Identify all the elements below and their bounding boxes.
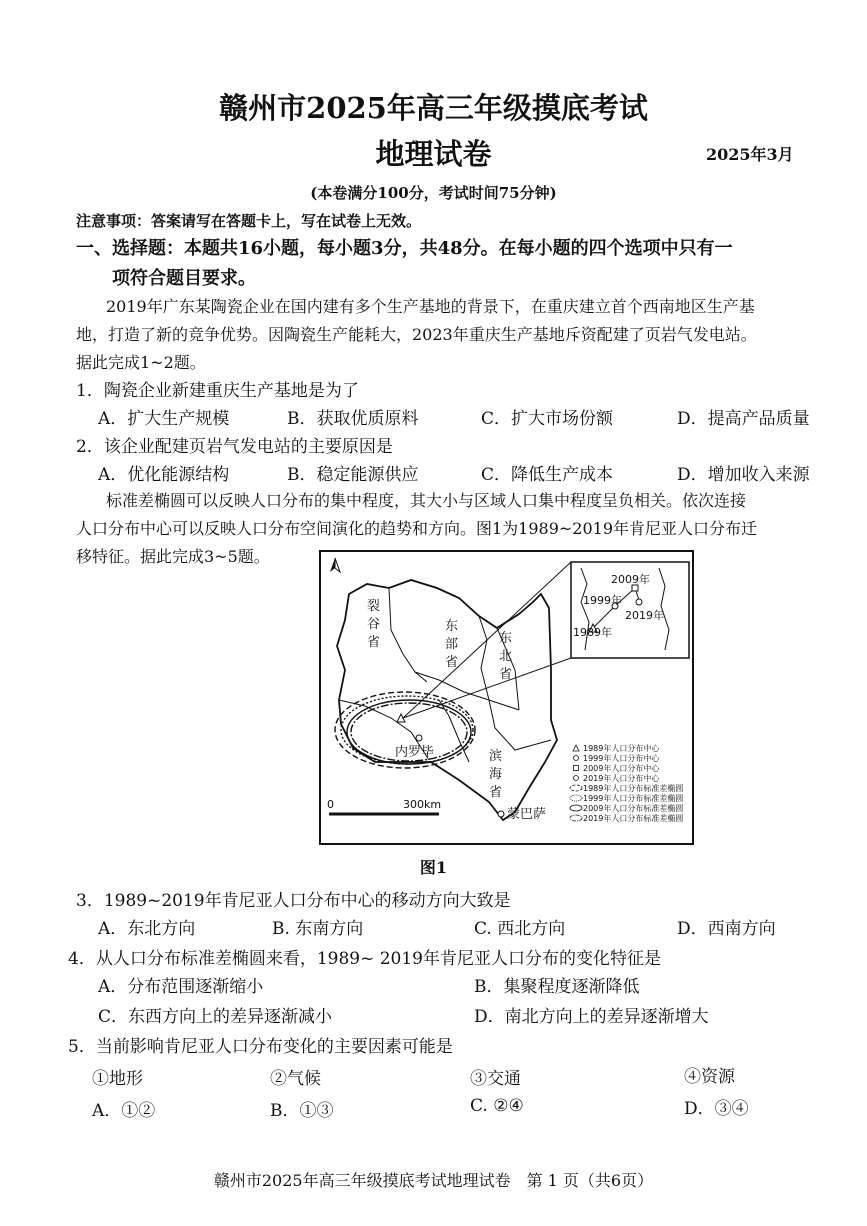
label-coast-3: 省 bbox=[489, 785, 503, 800]
notice: 注意事项：答案请写在答题卡上，写在试卷上无效。 bbox=[76, 212, 422, 230]
q2-option-b[interactable]: B．稳定能源供应 bbox=[287, 465, 419, 485]
q4-option-c[interactable]: C．东西方向上的差异逐渐减小 bbox=[98, 1007, 333, 1027]
label-nairobi: 内罗毕 bbox=[395, 745, 435, 760]
passage1-line3: 据此完成1~2题。 bbox=[76, 353, 206, 372]
q5-stem: 5．当前影响肯尼亚人口分布变化的主要因素可能是 bbox=[68, 1037, 453, 1057]
label-mombasa: 蒙巴萨 bbox=[507, 807, 547, 822]
passage2-line3: 移特征。据此完成3~5题。 bbox=[76, 547, 270, 566]
q2-option-d[interactable]: D．增加收入来源 bbox=[677, 465, 810, 485]
q2-stem: 2．该企业配建页岩气发电站的主要原因是 bbox=[76, 437, 393, 457]
q1-option-a[interactable]: A．扩大生产规模 bbox=[98, 409, 230, 429]
q5-factor-4: ④资源 bbox=[684, 1067, 735, 1087]
mombasa-marker-icon bbox=[498, 811, 504, 817]
svg-text:300km: 300km bbox=[403, 798, 442, 811]
passage1-line1: 2019年广东某陶瓷企业在国内建有多个生产基地的背景下，在重庆建立首个西南地区生产基 bbox=[106, 297, 755, 316]
label-east-2: 部 bbox=[445, 637, 459, 652]
q3-option-a[interactable]: A．东北方向 bbox=[98, 919, 196, 939]
q3-option-c[interactable]: C. 西北方向 bbox=[474, 919, 566, 939]
label-coast-2: 海 bbox=[489, 767, 503, 782]
svg-text:0: 0 bbox=[327, 798, 334, 811]
q5-option-d[interactable]: D．③④ bbox=[684, 1099, 749, 1119]
q1-option-d[interactable]: D．提高产品质量 bbox=[677, 409, 810, 429]
passage1-line2: 地，打造了新的竞争优势。因陶瓷生产能耗大，2023年重庆生产基地斥资配建了页岩气发电站。 bbox=[76, 325, 757, 344]
label-y2009: 2009年 bbox=[611, 573, 650, 586]
label-y1989: 1989年 bbox=[573, 626, 612, 639]
exam-title: 赣州市2025年高三年级摸底考试 bbox=[219, 91, 648, 125]
label-coast-1: 滨 bbox=[489, 749, 503, 764]
q3-option-d[interactable]: D．西南方向 bbox=[677, 919, 776, 939]
figure-caption: 图1 bbox=[419, 858, 448, 877]
q5-option-a[interactable]: A．①② bbox=[92, 1101, 156, 1121]
label-rift-3: 省 bbox=[367, 635, 381, 650]
q5-option-b[interactable]: B．①③ bbox=[270, 1101, 334, 1121]
svg-text:2009年人口分布标准差椭圆: 2009年人口分布标准差椭圆 bbox=[583, 804, 684, 813]
q4-option-d[interactable]: D．南北方向上的差异逐渐增大 bbox=[474, 1007, 709, 1027]
q4-stem: 4．从人口分布标准差椭圆来看，1989~ 2019年肯尼亚人口分布的变化特征是 bbox=[68, 949, 661, 969]
label-ne-1: 东 bbox=[499, 631, 513, 646]
label-rift-1: 裂 bbox=[367, 599, 381, 614]
passage2-line2: 人口分布中心可以反映人口分布空间演化的趋势和方向。图1为1989~2019年肯尼亚人口分布迁 bbox=[76, 519, 758, 538]
q3-stem: 3．1989~2019年肯尼亚人口分布中心的移动方向大致是 bbox=[76, 891, 511, 911]
svg-text:1989年人口分布中心: 1989年人口分布中心 bbox=[583, 744, 660, 753]
svg-text:2009年人口分布中心: 2009年人口分布中心 bbox=[583, 764, 660, 773]
q4-option-a[interactable]: A．分布范围逐渐缩小 bbox=[98, 977, 264, 997]
q3-option-b[interactable]: B. 东南方向 bbox=[272, 919, 364, 939]
q5-factor-2: ②气候 bbox=[270, 1069, 321, 1089]
exam-date: 2025年3月 bbox=[706, 145, 794, 164]
exam-subtitle: 地理试卷 bbox=[375, 137, 492, 171]
q5-factor-3: ③交通 bbox=[470, 1069, 521, 1089]
label-y1999: 1999年 bbox=[583, 594, 622, 607]
label-y2019: 2019年 bbox=[625, 609, 664, 622]
nairobi-marker-icon bbox=[416, 735, 422, 741]
svg-text:1989年人口分布标准差椭圆: 1989年人口分布标准差椭圆 bbox=[583, 784, 684, 793]
svg-text:1999年人口分布标准差椭圆: 1999年人口分布标准差椭圆 bbox=[583, 794, 684, 803]
q5-option-c[interactable]: C. ②④ bbox=[470, 1096, 524, 1116]
label-ne-2: 北 bbox=[499, 649, 513, 664]
q2-option-a[interactable]: A．优化能源结构 bbox=[98, 465, 230, 485]
passage2-line1: 标准差椭圆可以反映人口分布的集中程度，其大小与区域人口集中程度呈负相关。依次连接 bbox=[106, 491, 747, 510]
q2-option-c[interactable]: C．降低生产成本 bbox=[481, 465, 614, 485]
svg-text:1999年人口分布中心: 1999年人口分布中心 bbox=[583, 754, 660, 763]
q1-option-c[interactable]: C．扩大市场份额 bbox=[481, 409, 614, 429]
label-ne-3: 省 bbox=[499, 667, 513, 682]
q4-option-b[interactable]: B．集聚程度逐渐降低 bbox=[474, 977, 640, 997]
svg-text:2019年人口分布标准差椭圆: 2019年人口分布标准差椭圆 bbox=[583, 814, 684, 823]
section-heading-line1: 一、选择题：本题共16小题，每小题3分，共48分。在每小题的四个选项中只有一 bbox=[76, 238, 733, 259]
section-heading-line2: 项符合题目要求。 bbox=[112, 268, 256, 289]
q1-option-b[interactable]: B．获取优质原料 bbox=[287, 409, 419, 429]
label-rift-2: 谷 bbox=[367, 617, 381, 632]
label-east-3: 省 bbox=[445, 655, 459, 670]
kenya-population-map bbox=[319, 550, 694, 845]
exam-note: (本卷满分100分，考试时间75分钟) bbox=[310, 184, 557, 202]
svg-text:2019年人口分布中心: 2019年人口分布中心 bbox=[583, 774, 660, 783]
label-east-1: 东 bbox=[445, 619, 459, 634]
page-footer: 赣州市2025年高三年级摸底考试地理试卷 第 1 页（共6页） bbox=[213, 1171, 654, 1190]
q5-factor-1: ①地形 bbox=[92, 1069, 143, 1089]
q1-stem: 1．陶瓷企业新建重庆生产基地是为了 bbox=[76, 381, 359, 401]
